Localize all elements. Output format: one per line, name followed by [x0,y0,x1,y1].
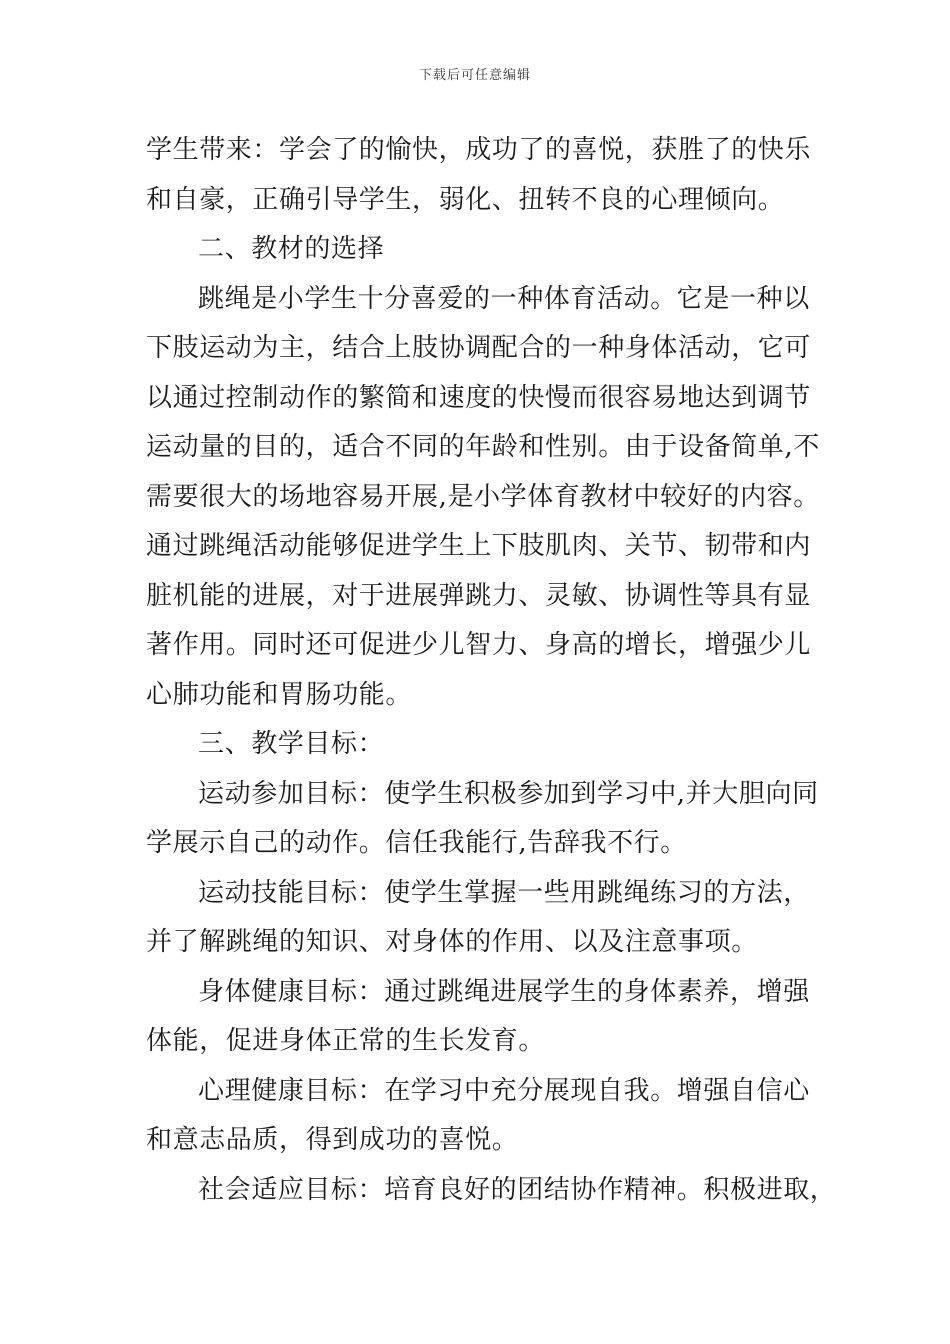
text-line: 学生带来：学会了的愉快，成功了的喜悦，获胜了的快乐 [146,135,812,165]
text-line: 身体健康目标：通过跳绳进展学生的身体素养，增强 [198,976,810,1007]
text-line: 运动量的目的，适合不同的年龄和性别。由于设备简单,不 [146,432,820,462]
text-line: 学展示自己的动作。信任我能行,告辞我不行。 [146,828,687,858]
text-line: 脏机能的进展，对于进展弹跳力、灵敏、协调性等具有显 [146,580,812,611]
text-line: 和自豪，正确引导学生，弱化、扭转不良的心理倾向。 [146,184,785,215]
page-header: 下载后可任意编辑 [418,68,531,83]
text-line: 运动技能目标：使学生掌握一些用跳绳练习的方法， [198,877,810,908]
text-line: 跳绳是小学生十分喜爱的一种体育活动。它是一种以 [198,283,810,314]
text-line: 通过跳绳活动能够促进学生上下肢肌肉、关节、韧带和内 [146,531,812,561]
section-heading-teaching-goals: 三、教学目标： [198,729,385,759]
text-line: 著作用。同时还可促进少儿智力、身高的增长，增强少儿 [146,630,812,660]
text-line: 并了解跳绳的知识、对身体的作用、以及注意事项。 [146,927,758,957]
text-line: 和意志品质，得到成功的喜悦。 [146,1125,519,1155]
text-line: 以通过控制动作的繁简和速度的快慢而很容易地达到调节 [146,382,812,413]
text-line: 心理健康目标：在学习中充分展现自我。增强自信心 [198,1075,810,1106]
text-line: 体能，促进身体正常的生长发育。 [146,1026,546,1056]
text-line: 运动参加目标：使学生积极参加到学习中,并大胆向同 [198,778,819,809]
text-line: 心肺功能和胃肠功能。 [146,679,413,710]
section-heading-textbook-selection: 二、教材的选择 [198,234,385,264]
text-line: 社会适应目标：培育良好的团结协作精神。积极进取， [198,1174,837,1205]
document-body [146,126,837,1215]
text-line: 需要很大的场地容易开展,是小学体育教材中较好的内容。 [146,481,820,512]
text-line: 下肢运动为主，结合上肢协调配合的一种身体活动，它可 [146,333,812,363]
